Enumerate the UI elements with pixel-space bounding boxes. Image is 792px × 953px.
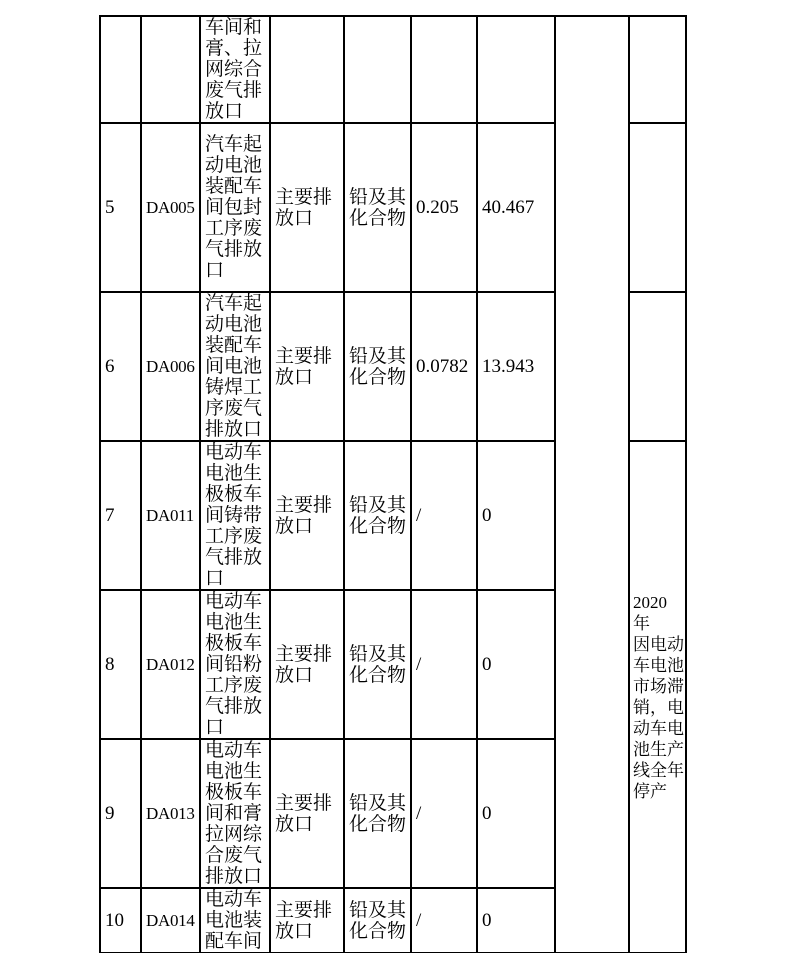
row-number-cell: 6 [100,292,141,441]
outlet-type-cell: 主要排放口 [270,739,344,888]
row-number-cell: 7 [100,441,141,590]
amount-cell: 0 [477,888,555,953]
outlet-name-cell: 电动车电池生极板车间和膏拉网综合废气排放口 [200,739,270,888]
remark-cell-empty [629,123,686,292]
table-row-continuation [100,16,686,123]
outlet-type-cell: 主要排放口 [270,292,344,441]
outlet-name-cell: 电动车电池装配车间 [200,888,270,953]
pollutant-cell: 铅及其化合物 [344,123,411,292]
concentration-cell: / [411,590,477,739]
outlet-type-cell: 主要排放口 [270,123,344,292]
outlet-type-cell: 主要排放口 [270,441,344,590]
outlet-code-cell: DA011 [141,441,200,590]
concentration-cell: / [411,441,477,590]
outlet-name-cell: 电动车电池生极板车间铸带工序废气排放口 [200,441,270,590]
concentration-cell: 0.0782 [411,292,477,441]
pollutant-cell: 铅及其化合物 [344,888,411,953]
pollutant-cell: 铅及其化合物 [344,739,411,888]
outlet-name-cell: 电动车电池生极板车间铅粉工序废气排放口 [200,590,270,739]
concentration-cell [411,16,477,123]
outlet-name-cell: 车间和膏、拉网综合废气排放口 [200,16,270,123]
pollutant-cell [344,16,411,123]
outlet-code-cell: DA013 [141,739,200,888]
pollutant-cell: 铅及其化合物 [344,292,411,441]
amount-cell: 0 [477,739,555,888]
amount-cell: 13.943 [477,292,555,441]
amount-cell: 0 [477,590,555,739]
row-number-cell: 9 [100,739,141,888]
outlet-type-cell: 主要排放口 [270,590,344,739]
pollutant-cell: 铅及其化合物 [344,441,411,590]
remark-cell-empty [629,292,686,441]
merged-empty-column-cell [555,16,629,953]
outlet-code-cell: DA012 [141,590,200,739]
outlet-type-cell [270,16,344,123]
outlet-code-cell: DA005 [141,123,200,292]
remark-cell-empty [629,16,686,123]
amount-cell: 40.467 [477,123,555,292]
outlet-code-cell [141,16,200,123]
pollutant-cell: 铅及其化合物 [344,590,411,739]
row-number-cell: 8 [100,590,141,739]
row-number-cell [100,16,141,123]
row-number-cell: 5 [100,123,141,292]
concentration-cell: 0.205 [411,123,477,292]
outlet-name-cell: 汽车起动电池装配车间包封工序废气排放口 [200,123,270,292]
outlet-name-cell: 汽车起动电池装配车间电池铸焊工序废气排放口 [200,292,270,441]
concentration-cell: / [411,888,477,953]
outlet-code-cell: DA006 [141,292,200,441]
concentration-cell: / [411,739,477,888]
amount-cell [477,16,555,123]
remark-cell: 2020 年 因电动 车电池 市场滞 销，电 动车电 池生产 线全年 停产 [629,441,686,953]
amount-cell: 0 [477,441,555,590]
outlet-type-cell: 主要排放口 [270,888,344,953]
row-number-cell: 10 [100,888,141,953]
outlet-code-cell: DA014 [141,888,200,953]
emission-outlets-table [99,15,687,953]
